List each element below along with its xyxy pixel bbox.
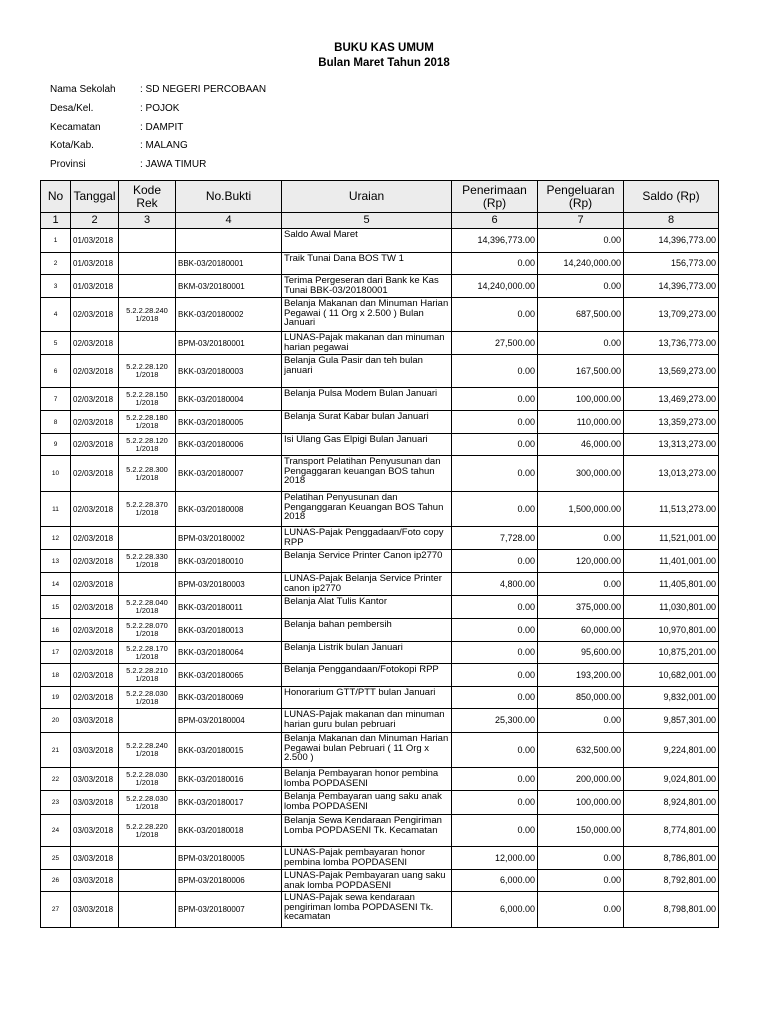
- row-number: 23: [41, 791, 71, 815]
- table-row: [41, 527, 719, 550]
- row-expenses: 0.00: [538, 870, 624, 892]
- row-expenses: 0.00: [538, 229, 624, 253]
- column-header-account-code: Kode Rek: [119, 181, 176, 213]
- row-receipt-no: BPM-03/20180001: [176, 332, 282, 355]
- row-date: 03/03/2018: [71, 892, 119, 928]
- row-number: 13: [41, 550, 71, 573]
- row-number: 20: [41, 709, 71, 733]
- row-receipts: 0.00: [452, 411, 538, 434]
- row-receipt-no: BPM-03/20180002: [176, 527, 282, 550]
- column-number: 6: [452, 213, 538, 229]
- info-value: : MALANG: [140, 140, 188, 151]
- row-date: 03/03/2018: [71, 709, 119, 733]
- row-receipts: 6,000.00: [452, 892, 538, 928]
- row-date: 02/03/2018: [71, 642, 119, 664]
- row-balance: 14,396,773.00: [624, 229, 719, 253]
- row-balance: 13,569,273.00: [624, 355, 719, 388]
- table-row: [41, 687, 719, 709]
- row-balance: 156,773.00: [624, 253, 719, 275]
- info-value: : POJOK: [140, 103, 180, 114]
- row-number: 7: [41, 388, 71, 411]
- row-receipt-no: BPM-03/20180007: [176, 892, 282, 928]
- info-label: Kecamatan: [50, 122, 101, 133]
- info-label: Provinsi: [50, 159, 86, 170]
- table-row: [41, 492, 719, 527]
- row-expenses: 200,000.00: [538, 768, 624, 791]
- row-description: Honorarium GTT/PTT bulan Januari: [282, 687, 452, 709]
- column-header-expenses: Pengeluaran (Rp): [538, 181, 624, 213]
- row-number: 25: [41, 847, 71, 870]
- row-receipt-no: BKK-03/20180069: [176, 687, 282, 709]
- row-date: 02/03/2018: [71, 687, 119, 709]
- row-receipt-no: BKK-03/20180002: [176, 298, 282, 332]
- row-account-code: 5.2.2.28.240 1/2018: [119, 733, 176, 768]
- row-balance: 8,924,801.00: [624, 791, 719, 815]
- row-date: 02/03/2018: [71, 527, 119, 550]
- row-receipts: 0.00: [452, 492, 538, 527]
- row-description: Belanja Listrik bulan Januari: [282, 642, 452, 664]
- row-description: Belanja Alat Tulis Kantor: [282, 596, 452, 619]
- row-receipt-no: BPM-03/20180004: [176, 709, 282, 733]
- row-date: 02/03/2018: [71, 411, 119, 434]
- row-date: 01/03/2018: [71, 275, 119, 298]
- row-number: 16: [41, 619, 71, 642]
- table-row: [41, 791, 719, 815]
- row-expenses: 0.00: [538, 573, 624, 596]
- row-account-code: [119, 332, 176, 355]
- row-expenses: 100,000.00: [538, 388, 624, 411]
- row-date: 01/03/2018: [71, 229, 119, 253]
- row-receipt-no: BKK-03/20180010: [176, 550, 282, 573]
- row-account-code: [119, 573, 176, 596]
- column-header-balance: Saldo (Rp): [624, 181, 719, 213]
- row-expenses: 95,600.00: [538, 642, 624, 664]
- row-receipt-no: BKK-03/20180007: [176, 456, 282, 492]
- row-expenses: 0.00: [538, 709, 624, 733]
- row-expenses: 150,000.00: [538, 815, 624, 847]
- row-account-code: 5.2.2.28.040 1/2018: [119, 596, 176, 619]
- row-account-code: 5.2.2.28.030 1/2018: [119, 768, 176, 791]
- row-balance: 8,774,801.00: [624, 815, 719, 847]
- row-description: Transport Pelatihan Penyusunan dan Pengaggaran keuangan BOS tahun 2018: [282, 456, 452, 492]
- row-balance: 11,401,001.00: [624, 550, 719, 573]
- row-receipt-no: [176, 229, 282, 253]
- row-date: 02/03/2018: [71, 332, 119, 355]
- row-account-code: [119, 275, 176, 298]
- table-row: [41, 664, 719, 687]
- row-expenses: 100,000.00: [538, 791, 624, 815]
- row-date: 02/03/2018: [71, 298, 119, 332]
- row-date: 03/03/2018: [71, 847, 119, 870]
- row-description: Terima Pergeseran dari Bank ke Kas Tunai BBK-03/20180001: [282, 275, 452, 298]
- row-number: 3: [41, 275, 71, 298]
- row-description: LUNAS-Pajak makanan dan minuman harian pegawai: [282, 332, 452, 355]
- row-number: 11: [41, 492, 71, 527]
- table-row: [41, 550, 719, 573]
- row-balance: 9,224,801.00: [624, 733, 719, 768]
- table-row: [41, 332, 719, 355]
- row-receipts: 0.00: [452, 619, 538, 642]
- row-number: 24: [41, 815, 71, 847]
- row-account-code: 5.2.2.28.210 1/2018: [119, 664, 176, 687]
- row-receipts: 0.00: [452, 434, 538, 456]
- row-description: Pelatihan Penyusunan dan Penganggaran Keuangan BOS Tahun 2018: [282, 492, 452, 527]
- row-balance: 11,513,273.00: [624, 492, 719, 527]
- column-header-receipts: Penerimaan (Rp): [452, 181, 538, 213]
- row-account-code: 5.2.2.28.030 1/2018: [119, 791, 176, 815]
- row-receipts: 0.00: [452, 733, 538, 768]
- row-balance: 13,736,773.00: [624, 332, 719, 355]
- row-balance: 11,405,801.00: [624, 573, 719, 596]
- row-number: 26: [41, 870, 71, 892]
- row-description: Isi Ulang Gas Elpigi Bulan Januari: [282, 434, 452, 456]
- row-description: Belanja Penggandaan/Fotokopi RPP: [282, 664, 452, 687]
- row-receipt-no: BKK-03/20180064: [176, 642, 282, 664]
- row-description: LUNAS-Pajak makanan dan minuman harian guru bulan pebruari: [282, 709, 452, 733]
- column-header-date: Tanggal: [71, 181, 119, 213]
- row-receipt-no: BKK-03/20180015: [176, 733, 282, 768]
- row-date: 02/03/2018: [71, 388, 119, 411]
- table-row: [41, 619, 719, 642]
- column-number: 1: [41, 213, 71, 229]
- row-expenses: 850,000.00: [538, 687, 624, 709]
- row-expenses: 46,000.00: [538, 434, 624, 456]
- row-balance: 8,792,801.00: [624, 870, 719, 892]
- row-account-code: 5.2.2.28.180 1/2018: [119, 411, 176, 434]
- column-number-row: [41, 213, 719, 229]
- row-date: 03/03/2018: [71, 815, 119, 847]
- row-date: 02/03/2018: [71, 664, 119, 687]
- column-header-no: No: [41, 181, 71, 213]
- row-description: Belanja Surat Kabar bulan Januari: [282, 411, 452, 434]
- row-description: LUNAS-Pajak Belanja Service Printer canon ip2770: [282, 573, 452, 596]
- row-expenses: 300,000.00: [538, 456, 624, 492]
- document-title: BUKU KAS UMUM: [334, 42, 434, 54]
- row-date: 02/03/2018: [71, 573, 119, 596]
- row-receipt-no: BPM-03/20180006: [176, 870, 282, 892]
- row-date: 03/03/2018: [71, 870, 119, 892]
- table-row: [41, 733, 719, 768]
- info-label: Desa/Kel.: [50, 103, 94, 114]
- row-description: Belanja Pembayaran uang saku anak lomba POPDASENI: [282, 791, 452, 815]
- row-balance: 13,709,273.00: [624, 298, 719, 332]
- row-number: 17: [41, 642, 71, 664]
- row-account-code: 5.2.2.28.070 1/2018: [119, 619, 176, 642]
- row-balance: 11,030,801.00: [624, 596, 719, 619]
- row-balance: 8,786,801.00: [624, 847, 719, 870]
- row-receipts: 0.00: [452, 456, 538, 492]
- row-description: Traik Tunai Dana BOS TW 1: [282, 253, 452, 275]
- row-account-code: [119, 892, 176, 928]
- row-date: 02/03/2018: [71, 492, 119, 527]
- row-description: Belanja Service Printer Canon ip2770: [282, 550, 452, 573]
- row-balance: 11,521,001.00: [624, 527, 719, 550]
- row-number: 22: [41, 768, 71, 791]
- row-account-code: 5.2.2.28.300 1/2018: [119, 456, 176, 492]
- row-description: Belanja Pembayaran honor pembina lomba POPDASENI: [282, 768, 452, 791]
- table-row: [41, 892, 719, 928]
- row-number: 18: [41, 664, 71, 687]
- row-date: 01/03/2018: [71, 253, 119, 275]
- table-header-row: [41, 181, 719, 213]
- table-row: [41, 768, 719, 791]
- table-row: [41, 642, 719, 664]
- table-row: [41, 847, 719, 870]
- row-date: 03/03/2018: [71, 768, 119, 791]
- row-receipt-no: BKK-03/20180006: [176, 434, 282, 456]
- row-description: LUNAS-Pajak Penggadaan/Foto copy RPP: [282, 527, 452, 550]
- row-description: Belanja Sewa Kendaraan Pengiriman Lomba POPDASENI Tk. Kecamatan: [282, 815, 452, 847]
- row-expenses: 60,000.00: [538, 619, 624, 642]
- row-balance: 9,832,001.00: [624, 687, 719, 709]
- row-expenses: 687,500.00: [538, 298, 624, 332]
- row-receipt-no: BKK-03/20180003: [176, 355, 282, 388]
- row-receipt-no: BKK-03/20180016: [176, 768, 282, 791]
- table-row: [41, 298, 719, 332]
- row-expenses: 0.00: [538, 332, 624, 355]
- row-receipts: 0.00: [452, 768, 538, 791]
- row-receipts: 0.00: [452, 815, 538, 847]
- row-receipt-no: BBK-03/20180001: [176, 253, 282, 275]
- column-number: 5: [282, 213, 452, 229]
- row-receipt-no: BPM-03/20180003: [176, 573, 282, 596]
- table-row: [41, 229, 719, 253]
- column-number: 4: [176, 213, 282, 229]
- row-account-code: [119, 253, 176, 275]
- info-label: Kota/Kab.: [50, 140, 94, 151]
- row-receipts: 14,240,000.00: [452, 275, 538, 298]
- row-number: 12: [41, 527, 71, 550]
- row-receipts: 14,396,773.00: [452, 229, 538, 253]
- info-value: : JAWA TIMUR: [140, 159, 207, 170]
- row-receipts: 0.00: [452, 253, 538, 275]
- row-description: Saldo Awal Maret: [282, 229, 452, 253]
- row-account-code: 5.2.2.28.240 1/2018: [119, 298, 176, 332]
- row-number: 21: [41, 733, 71, 768]
- column-number: 8: [624, 213, 719, 229]
- row-description: LUNAS-Pajak pembayaran honor pembina lomba POPDASENI: [282, 847, 452, 870]
- column-number: 7: [538, 213, 624, 229]
- row-date: 02/03/2018: [71, 434, 119, 456]
- row-receipt-no: BKK-03/20180017: [176, 791, 282, 815]
- row-number: 6: [41, 355, 71, 388]
- row-receipt-no: BKK-03/20180018: [176, 815, 282, 847]
- row-expenses: 120,000.00: [538, 550, 624, 573]
- row-expenses: 0.00: [538, 892, 624, 928]
- row-number: 10: [41, 456, 71, 492]
- row-receipts: 4,800.00: [452, 573, 538, 596]
- table-row: [41, 388, 719, 411]
- row-description: LUNAS-Pajak Pembayaran uang saku anak lomba POPDASENI: [282, 870, 452, 892]
- row-date: 02/03/2018: [71, 355, 119, 388]
- row-receipts: 0.00: [452, 298, 538, 332]
- row-receipts: 7,728.00: [452, 527, 538, 550]
- row-receipt-no: BKM-03/20180001: [176, 275, 282, 298]
- row-receipt-no: BKK-03/20180004: [176, 388, 282, 411]
- row-balance: 10,682,001.00: [624, 664, 719, 687]
- info-label: Nama Sekolah: [50, 84, 116, 95]
- table-row: [41, 434, 719, 456]
- info-value: : SD NEGERI PERCOBAAN: [140, 84, 267, 95]
- row-balance: 13,013,273.00: [624, 456, 719, 492]
- row-description: Belanja Makanan dan Minuman Harian Pegawai bulan Pebruari ( 11 Org x 2.500 ): [282, 733, 452, 768]
- row-account-code: [119, 527, 176, 550]
- row-account-code: 5.2.2.28.030 1/2018: [119, 687, 176, 709]
- row-date: 02/03/2018: [71, 550, 119, 573]
- row-expenses: 0.00: [538, 527, 624, 550]
- row-expenses: 14,240,000.00: [538, 253, 624, 275]
- cash-ledger-table: [40, 180, 719, 928]
- row-number: 8: [41, 411, 71, 434]
- column-number: 2: [71, 213, 119, 229]
- row-number: 5: [41, 332, 71, 355]
- row-receipts: 12,000.00: [452, 847, 538, 870]
- row-balance: 8,798,801.00: [624, 892, 719, 928]
- row-receipt-no: BKK-03/20180005: [176, 411, 282, 434]
- row-receipts: 0.00: [452, 550, 538, 573]
- column-header-description: Uraian: [282, 181, 452, 213]
- row-account-code: 5.2.2.28.120 1/2018: [119, 434, 176, 456]
- row-balance: 10,875,201.00: [624, 642, 719, 664]
- table-row: [41, 253, 719, 275]
- row-receipt-no: BPM-03/20180005: [176, 847, 282, 870]
- row-number: 4: [41, 298, 71, 332]
- row-number: 15: [41, 596, 71, 619]
- row-receipts: 0.00: [452, 664, 538, 687]
- row-account-code: [119, 229, 176, 253]
- row-expenses: 632,500.00: [538, 733, 624, 768]
- row-account-code: 5.2.2.28.150 1/2018: [119, 388, 176, 411]
- row-receipt-no: BKK-03/20180008: [176, 492, 282, 527]
- row-number: 2: [41, 253, 71, 275]
- table-row: [41, 411, 719, 434]
- row-account-code: [119, 709, 176, 733]
- row-account-code: [119, 847, 176, 870]
- info-value: : DAMPIT: [140, 122, 184, 133]
- row-receipts: 27,500.00: [452, 332, 538, 355]
- row-description: LUNAS-Pajak sewa kendaraan pengiriman lomba POPDASENI Tk. kecamatan: [282, 892, 452, 928]
- row-account-code: [119, 870, 176, 892]
- row-date: 03/03/2018: [71, 733, 119, 768]
- row-date: 02/03/2018: [71, 456, 119, 492]
- row-account-code: 5.2.2.28.330 1/2018: [119, 550, 176, 573]
- row-receipt-no: BKK-03/20180013: [176, 619, 282, 642]
- row-balance: 13,359,273.00: [624, 411, 719, 434]
- row-receipts: 25,300.00: [452, 709, 538, 733]
- row-expenses: 193,200.00: [538, 664, 624, 687]
- row-receipts: 0.00: [452, 642, 538, 664]
- row-expenses: 110,000.00: [538, 411, 624, 434]
- table-row: [41, 456, 719, 492]
- row-number: 9: [41, 434, 71, 456]
- row-expenses: 375,000.00: [538, 596, 624, 619]
- table-body: [41, 229, 719, 928]
- row-balance: 14,396,773.00: [624, 275, 719, 298]
- row-receipts: 0.00: [452, 355, 538, 388]
- row-receipt-no: BKK-03/20180011: [176, 596, 282, 619]
- row-description: Belanja Gula Pasir dan teh bulan januari: [282, 355, 452, 388]
- row-description: Belanja bahan pembersih: [282, 619, 452, 642]
- table-row: [41, 815, 719, 847]
- row-date: 02/03/2018: [71, 619, 119, 642]
- row-expenses: 167,500.00: [538, 355, 624, 388]
- row-number: 14: [41, 573, 71, 596]
- row-receipts: 0.00: [452, 791, 538, 815]
- row-balance: 9,857,301.00: [624, 709, 719, 733]
- row-expenses: 1,500,000.00: [538, 492, 624, 527]
- row-balance: 9,024,801.00: [624, 768, 719, 791]
- row-number: 27: [41, 892, 71, 928]
- row-balance: 13,469,273.00: [624, 388, 719, 411]
- column-number: 3: [119, 213, 176, 229]
- row-date: 02/03/2018: [71, 596, 119, 619]
- table-row: [41, 870, 719, 892]
- row-receipts: 0.00: [452, 596, 538, 619]
- row-date: 03/03/2018: [71, 791, 119, 815]
- row-expenses: 0.00: [538, 275, 624, 298]
- row-receipt-no: BKK-03/20180065: [176, 664, 282, 687]
- row-description: Belanja Pulsa Modem Bulan Januari: [282, 388, 452, 411]
- column-header-receipt-no: No.Bukti: [176, 181, 282, 213]
- table-row: [41, 275, 719, 298]
- row-account-code: 5.2.2.28.170 1/2018: [119, 642, 176, 664]
- row-receipts: 0.00: [452, 687, 538, 709]
- row-number: 1: [41, 229, 71, 253]
- document-subtitle: Bulan Maret Tahun 2018: [318, 57, 450, 69]
- row-receipts: 0.00: [452, 388, 538, 411]
- table-row: [41, 596, 719, 619]
- row-receipts: 6,000.00: [452, 870, 538, 892]
- table-row: [41, 355, 719, 388]
- row-account-code: 5.2.2.28.220 1/2018: [119, 815, 176, 847]
- row-description: Belanja Makanan dan Minuman Harian Pegawai ( 11 Org x 2.500 ) Bulan Januari: [282, 298, 452, 332]
- row-expenses: 0.00: [538, 847, 624, 870]
- row-number: 19: [41, 687, 71, 709]
- table-row: [41, 573, 719, 596]
- row-balance: 13,313,273.00: [624, 434, 719, 456]
- row-account-code: 5.2.2.28.120 1/2018: [119, 355, 176, 388]
- table-row: [41, 709, 719, 733]
- row-balance: 10,970,801.00: [624, 619, 719, 642]
- row-account-code: 5.2.2.28.370 1/2018: [119, 492, 176, 527]
